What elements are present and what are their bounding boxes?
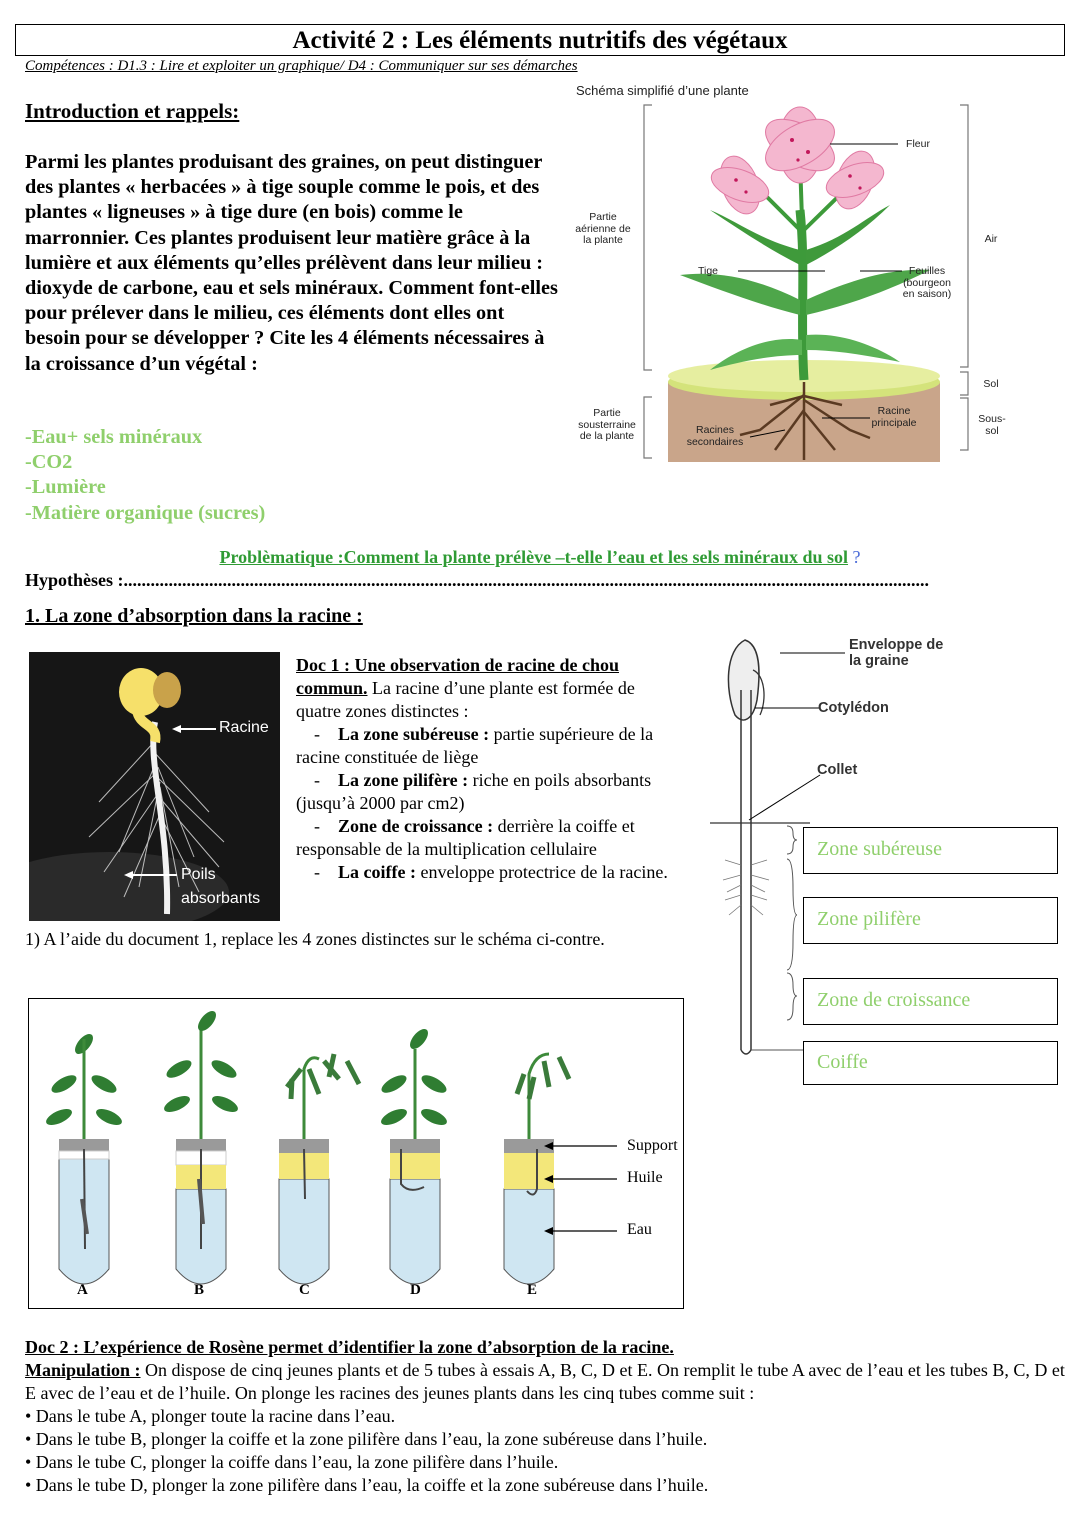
- doc2-bullet: • Dans le tube D, plonger la zone pilifère dans l’eau, la coiffe et la zone subéreuse dans l’huile.: [25, 1475, 709, 1495]
- doc1-item-name: Zone de croissance :: [338, 816, 494, 836]
- main-root-label: Racine principale: [871, 405, 917, 429]
- experiment-drawing: [29, 999, 685, 1310]
- doc1-title: Doc 1 : Une observation de racine de chou commun.: [296, 655, 619, 698]
- air-label: Air: [984, 233, 998, 245]
- tube-label-c: C: [299, 1282, 310, 1298]
- doc1-item-name: La zone subéreuse :: [338, 724, 490, 744]
- leaves-label: Feuilles (bourgeon en saison): [902, 265, 952, 300]
- tube-e: [504, 1054, 569, 1284]
- doc2-bullet: • Dans le tube A, plonger toute la racine dans l’eau.: [25, 1406, 396, 1426]
- tube-label-d: D: [410, 1282, 421, 1298]
- answer-item: -CO2: [25, 451, 73, 474]
- tube-d: [379, 1026, 449, 1284]
- oil-label: Huile: [627, 1169, 663, 1186]
- title-box: [15, 24, 1065, 56]
- doc2-manip-text: On dispose de cinq jeunes plants et de 5 tubes à essais A, B, C, D et E. On remplit le tube A avec de l’eau et les tubes B, C, D et E avec de l’eau et de l’huile. On plonge les racines des jeunes plants dans les cinq tubes comme suit :: [25, 1360, 1065, 1403]
- doc1-item: - La zone subéreuse : partie supérieure de la racine constituée de liège: [296, 724, 654, 767]
- tube-a: [44, 1031, 124, 1284]
- page-title: Activité 2 : Les éléments nutritifs des végétaux: [292, 27, 788, 54]
- water-label: Eau: [627, 1221, 652, 1238]
- photo-hairs-label: Poils: [181, 866, 216, 883]
- underground-part-label: Partie sousterraine de la plante: [578, 407, 636, 442]
- photo-absorbent-label: absorbants: [181, 890, 261, 907]
- aerial-part-label: Partie aérienne de la plante: [575, 211, 631, 246]
- zone-box-growth[interactable]: Zone de croissance: [803, 978, 1058, 1025]
- secondary-roots-label: Racines secondaires: [686, 424, 744, 448]
- doc1-item-text: partie supérieure de la racine constituée de liège: [296, 724, 654, 767]
- doc1-item-text: riche en poils absorbants (jusqu’à 2000 par cm2): [296, 770, 652, 813]
- soil-label: Sol: [983, 378, 999, 390]
- doc2-bullet: • Dans le tube B, plonger la coiffe et la zone pilifère dans l’eau, la zone subéreuse dans l’huile.: [25, 1429, 708, 1449]
- doc1-item-text: derrière la coiffe et responsable de la multiplication cellulaire: [296, 816, 635, 859]
- doc1-item: - La zone pilifère : riche en poils absorbants (jusqu’à 2000 par cm2): [296, 770, 652, 813]
- root-photo-image: [29, 652, 280, 921]
- tube-label-b: B: [194, 1282, 205, 1298]
- doc1-item-name: La coiffe :: [338, 862, 416, 882]
- tube-b: [162, 1008, 240, 1284]
- doc1-item: - La coiffe : enveloppe protectrice de la racine.: [296, 862, 668, 882]
- support-label: Support: [627, 1137, 678, 1154]
- answer-item: -Eau+ sels minéraux: [25, 426, 203, 448]
- doc1: [296, 654, 681, 884]
- tube-c: [279, 1054, 359, 1284]
- seed-envelope-label: Enveloppe de la graine: [849, 637, 944, 669]
- intro-heading: Introduction et rappels:: [25, 99, 240, 123]
- hypotheses-line[interactable]: Hypothèses :...................................................................................................................................................................................: [25, 570, 929, 590]
- intro-paragraph: Parmi les plantes produisant des graines, on peut distinguer des plantes « herbacées » à tige souple comme le pois, et des plantes « ligneuses » à tige dure (en bois) comme le marronnier. Ces plantes produisent leur matière grâce à la lumière et aux éléments qu’elles prélèvent dans leur milieu : dioxyde de carbone, eau et sels minéraux. Comment font-elles pour prélever dans le milieu, ces éléments dont elles ont besoin pour se développer ? Cite les 4 éléments nécessaires à la croissance d’un végétal :: [25, 151, 558, 375]
- zone-box-root-cap[interactable]: Coiffe: [803, 1041, 1058, 1085]
- cotyledon-label: Cotylédon: [818, 700, 889, 716]
- question-1: 1) A l’aide du document 1, replace les 4 zones distinctes sur le schéma ci-contre.: [25, 929, 605, 949]
- plant-diagram-title: Schéma simplifié d’une plante: [576, 83, 749, 98]
- zone-box-suberous[interactable]: Zone subéreuse: [803, 827, 1058, 874]
- photo-root-label: Racine: [219, 719, 269, 736]
- doc2-title: Doc 2 : L’expérience de Rosène permet d’identifier la zone d’absorption de la racine.: [25, 1337, 674, 1357]
- zone-box-piliferous[interactable]: Zone pilifère: [803, 897, 1058, 944]
- skills-line: Compétences : D1.3 : Lire et exploiter un graphique/ D4 : Communiquer sur ses démarches: [25, 58, 578, 74]
- doc2: [25, 1336, 1065, 1497]
- collet-label: Collet: [817, 762, 858, 778]
- answer-item: -Matière organique (sucres): [25, 501, 266, 524]
- doc2-manipulation: [25, 1359, 1065, 1405]
- problematique-text: Problèmatique :Comment la plante prélève –t-elle l’eau et les sels minéraux du sol: [219, 547, 849, 567]
- flower-label: Fleur: [906, 138, 930, 150]
- section-1-heading: 1. La zone d’absorption dans la racine :: [25, 605, 363, 627]
- tube-label-e: E: [527, 1282, 538, 1298]
- doc1-item: - Zone de croissance : derrière la coiffe et responsable de la multiplication cellulaire: [296, 816, 635, 859]
- root-photo: [29, 652, 280, 921]
- doc2-manip-label: Manipulation :: [25, 1360, 141, 1380]
- doc1-intro: La racine d’une plante est formée de quatre zones distinctes :: [296, 678, 635, 721]
- stem-label: Tige: [697, 265, 719, 277]
- doc1-item-name: La zone pilifère :: [338, 770, 469, 790]
- doc2-bullet: • Dans le tube C, plonger la coiffe dans l’eau, la zone pilifère dans l’huile.: [25, 1452, 559, 1472]
- answer-item: -Lumière: [25, 476, 106, 499]
- subsoil-label: Sous-sol: [978, 413, 1006, 437]
- doc1-item-text: enveloppe protectrice de la racine.: [415, 862, 668, 882]
- tube-label-a: A: [77, 1282, 88, 1298]
- problematique-mark: ?: [848, 547, 861, 567]
- answer-list: [25, 425, 265, 526]
- problematique: [0, 547, 1080, 568]
- experiment-figure: [28, 998, 684, 1309]
